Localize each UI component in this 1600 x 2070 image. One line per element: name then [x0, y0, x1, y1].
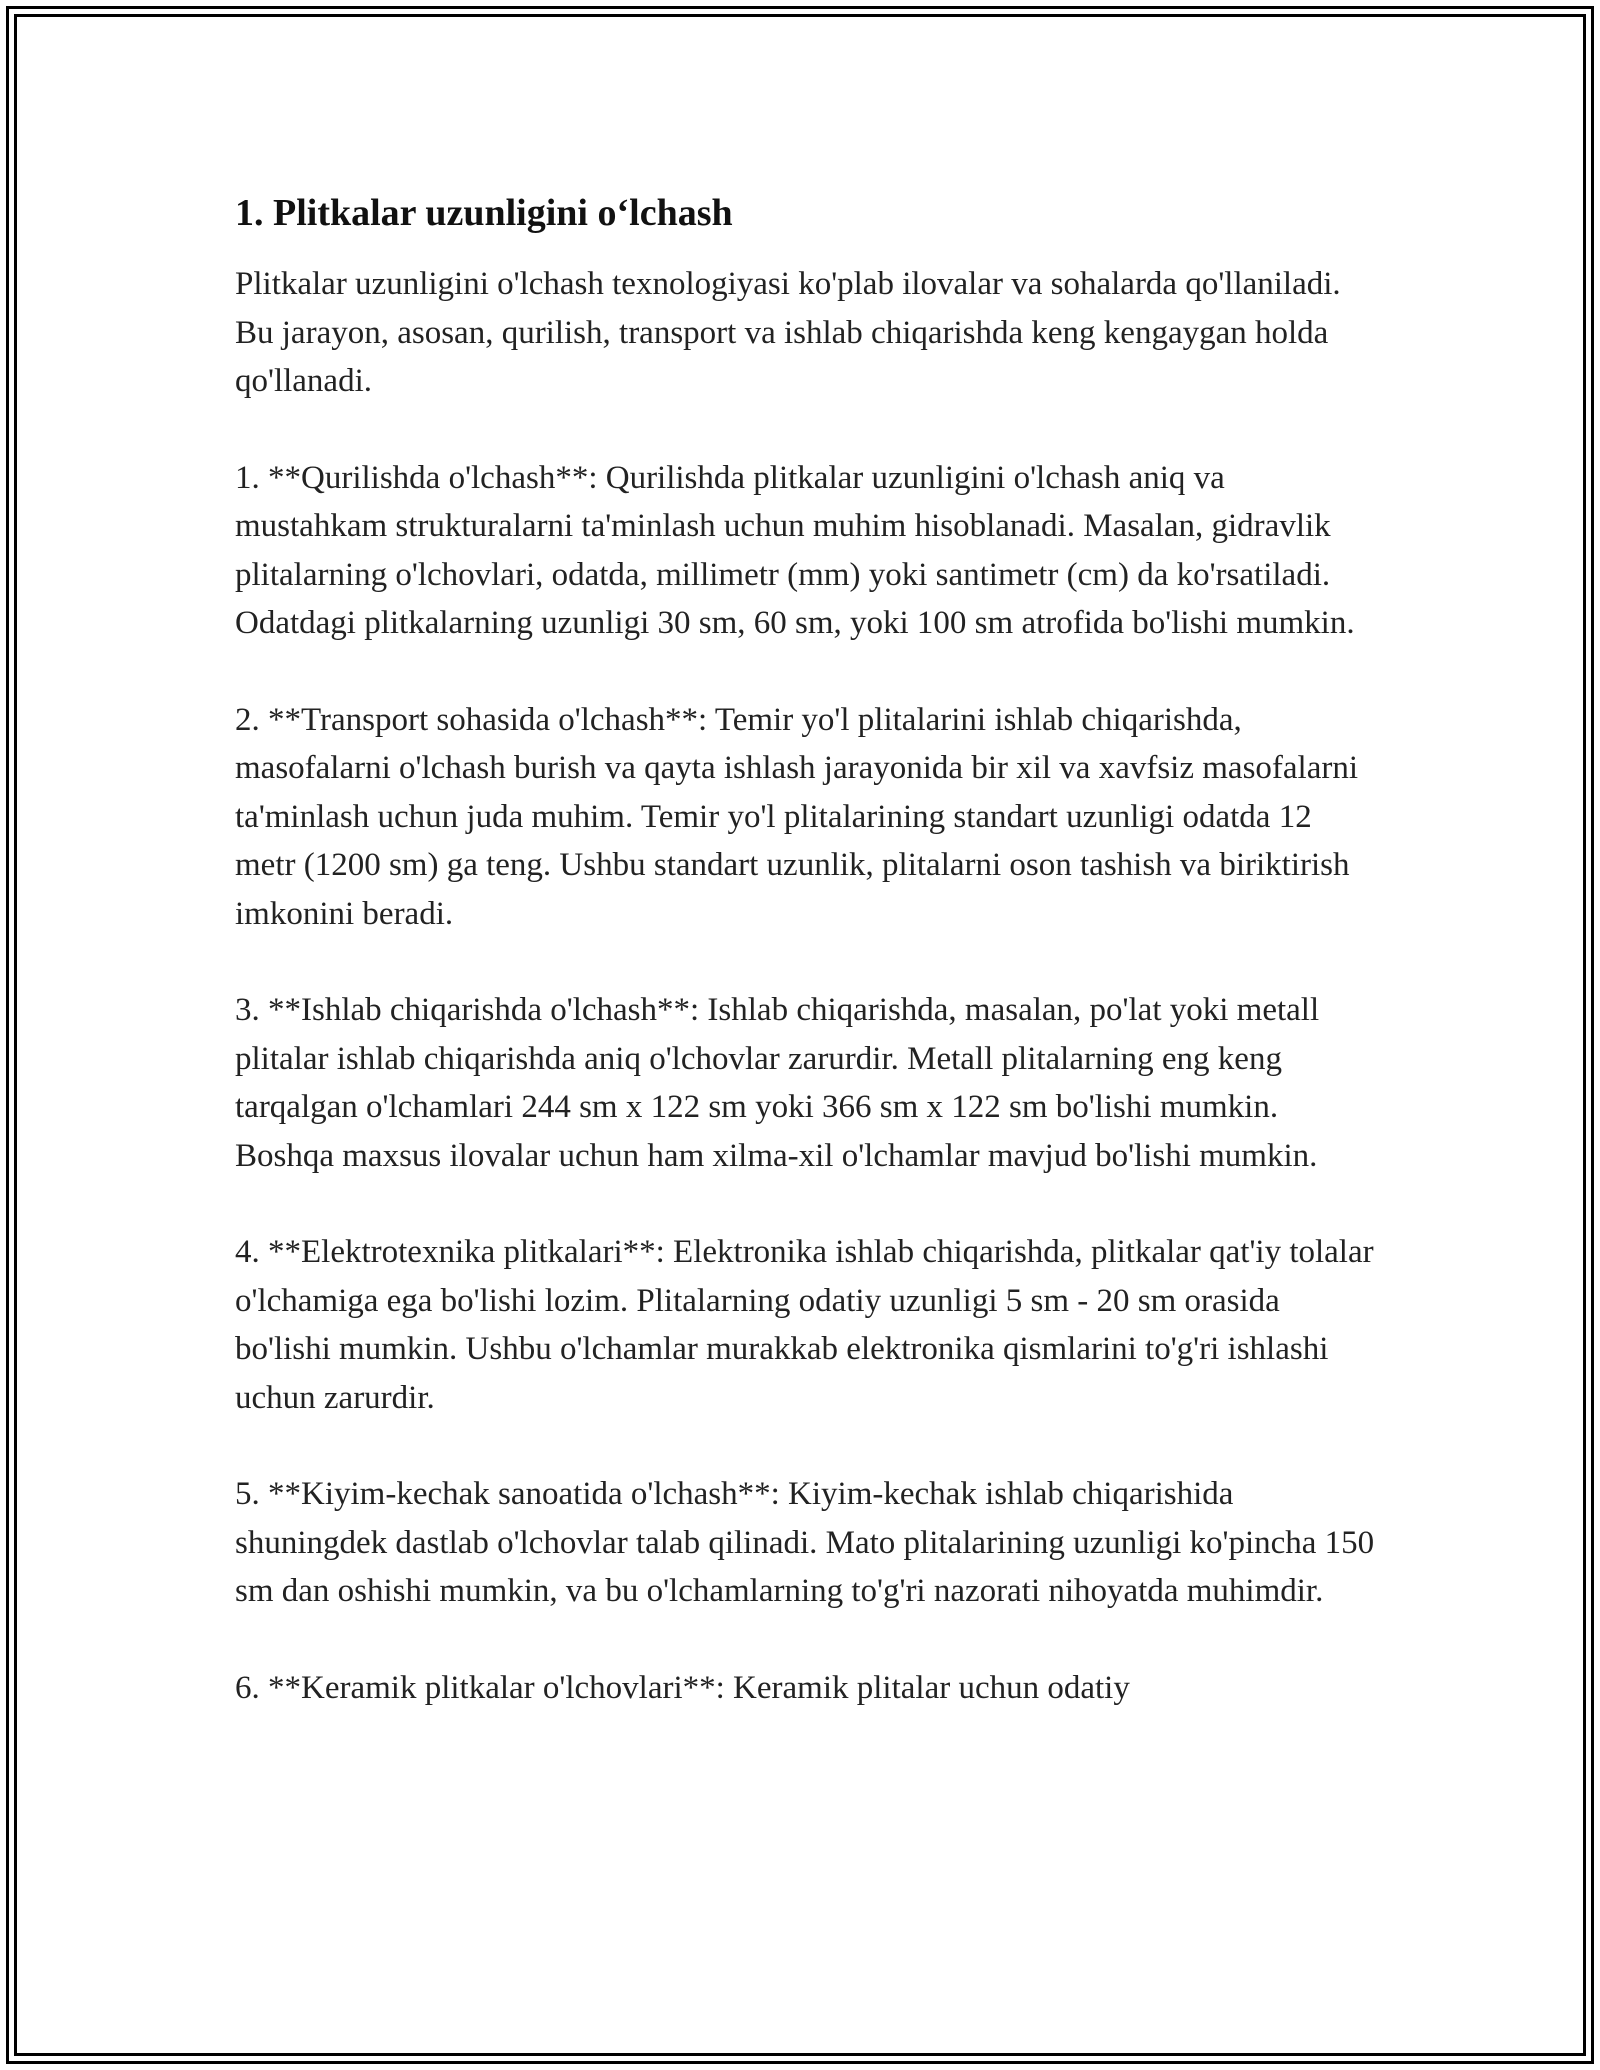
list-item-construction: 1. **Qurilishda o'lchash**: Qurilishda plitkalar uzunligini o'lchash aniq va mustahkam strukturalarni ta'minlash uchun muhim hisoblanadi. Masalan, gidravlik plitalarning o'lchovlari, odatda, millimetr (mm) yoki santimetr (cm) da ko'rsatiladi. Odatdagi plitkalarning uzunligi 30 sm, 60 sm, yoki 100 sm atrofida bo'lishi mumkin. — [235, 459, 1355, 641]
section-heading: 1. Plitkalar uzunligini o‘lchash — [235, 192, 733, 234]
list-item-transport: 2. **Transport sohasida o'lchash**: Temir yo'l plitalarini ishlab chiqarishda, masofalarni o'lchash burish va qayta ishlash jarayonida bir xil va xavfsiz masofalarni ta'minlash uchun juda muhim. Temir yo'l plitalarining standart uzunligi odatda 12 metr (1200 sm) ga teng. Ushbu standart uzunlik, plitalarni oson tashish va biriktirish imkonini beradi. — [235, 701, 1359, 932]
list-item-ceramic: 6. **Keramik plitkalar o'lchovlari**: Keramik plitalar uchun odatiy — [235, 1669, 1130, 1706]
list-item-clothing: 5. **Kiyim-kechak sanoatida o'lchash**: Kiyim-kechak ishlab chiqarishida shuningdek dastlab o'lchovlar talab qilinadi. Mato plitalarining uzunligi ko'pincha 150 sm dan oshishi mumkin, va bu o'lchamlarning to'g'ri nazorati nihoyatda muhimdir. — [235, 1476, 1375, 1609]
document-body — [235, 184, 1375, 1760]
intro-paragraph: Plitkalar uzunligini o'lchash texnologiyasi ko'plab ilovalar va sohalarda qo'llaniladi. Bu jarayon, asosan, qurilish, transport va ishlab chiqarishda keng kengaygan holda qo'llanadi. — [235, 266, 1341, 399]
list-item-manufacturing: 3. **Ishlab chiqarishda o'lchash**: Ishlab chiqarishda, masalan, po'lat yoki metall plitalar ishlab chiqarishda aniq o'lchovlar zarurdir. Metall plitalarning eng keng tarqalgan o'lchamlari 244 sm x 122 sm yoki 366 sm x 122 sm bo'lishi mumkin. Boshqa maxsus ilovalar uchun ham xilma-xil o'lchamlar mavjud bo'lishi mumkin. — [235, 992, 1320, 1174]
list-item-electrotechnics: 4. **Elektrotexnika plitkalari**: Elektronika ishlab chiqarishda, plitkalar qat'iy tolalar o'lchamiga ega bo'lishi lozim. Plitalarning odatiy uzunligi 5 sm - 20 sm orasida bo'lishi mumkin. Ushbu o'lchamlar murakkab elektronika qismlarini to'g'ri ishlashi uchun zarurdir. — [235, 1234, 1374, 1416]
